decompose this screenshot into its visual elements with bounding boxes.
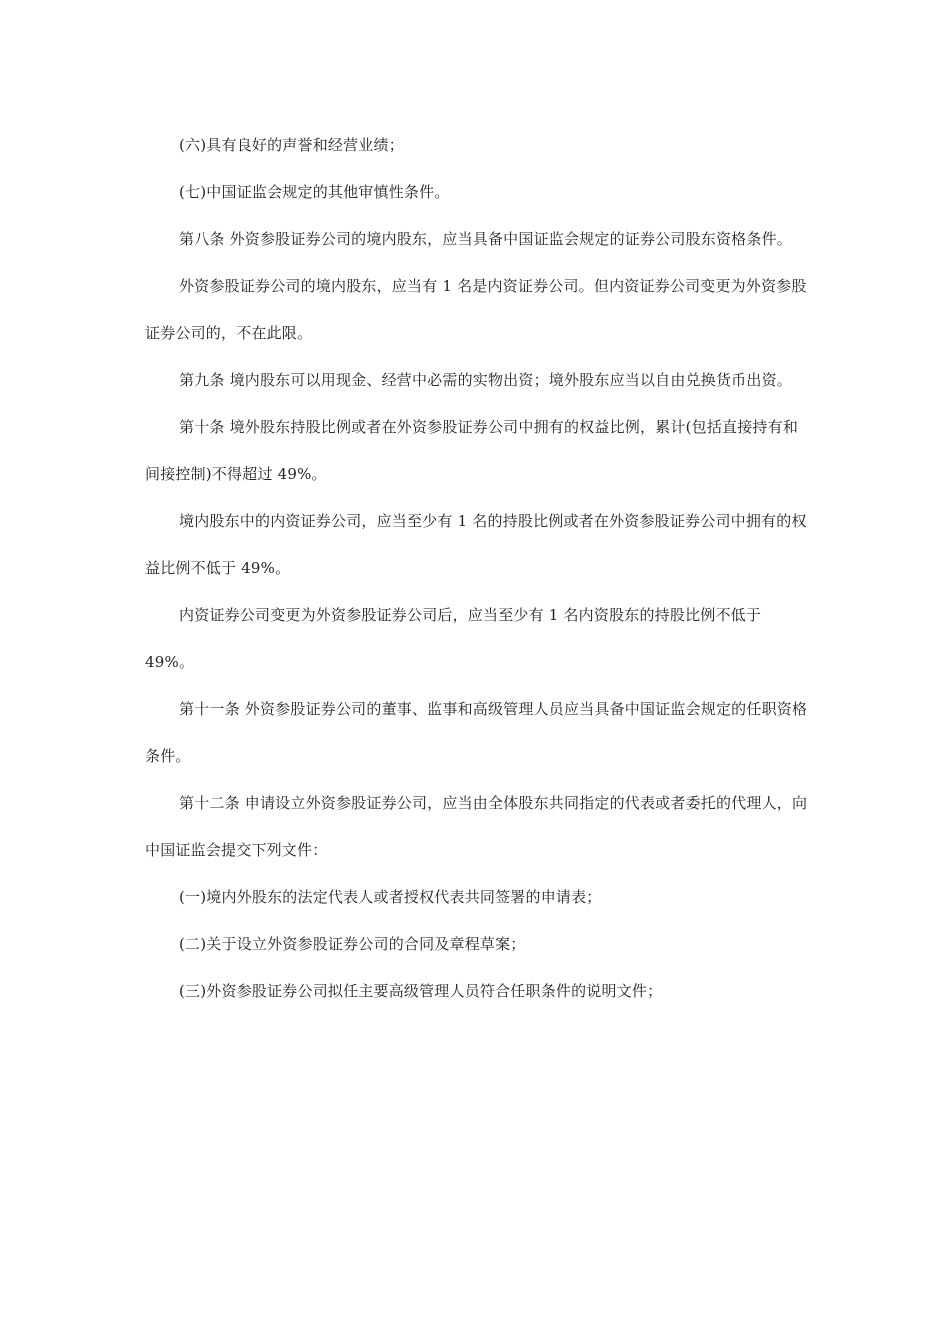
paragraph-clause-7: (七)中国证监会规定的其他审慎性条件。 (179, 183, 450, 201)
paragraph-item-3: (三)外资参股证券公司拟任主要高级管理人员符合任职条件的说明文件； (179, 982, 663, 1000)
paragraph-item-2: (二)关于设立外资参股证券公司的合同及章程草案； (179, 935, 526, 953)
paragraph-item-1: (一)境内外股东的法定代表人或者授权代表共同签署的申请表； (179, 888, 602, 906)
paragraph-article-10-domestic: 境内股东中的内资证券公司，应当至少有 1 名的持股比例或者在外资参股证券公司中拥有的权益比例不低于 49%。 (145, 512, 807, 577)
document-body (145, 122, 810, 1015)
paragraph-article-8-domestic: 外资参股证券公司的境内股东，应当有 1 名是内资证券公司。但内资证券公司变更为外资参股证券公司的，不在此限。 (145, 277, 807, 342)
paragraph-article-8: 第八条 外资参股证券公司的境内股东，应当具备中国证监会规定的证券公司股东资格条件。 (179, 230, 792, 248)
paragraph-article-10: 第十条 境外股东持股比例或者在外资参股证券公司中拥有的权益比例，累计(包括直接持有和间接控制)不得超过 49%。 (145, 418, 799, 483)
paragraph-article-12: 第十二条 申请设立外资参股证券公司，应当由全体股东共同指定的代表或者委托的代理人，向中国证监会提交下列文件： (145, 794, 808, 859)
paragraph-article-9: 第九条 境内股东可以用现金、经营中必需的实物出资；境外股东应当以自由兑换货币出资。 (179, 371, 792, 389)
paragraph-article-11: 第十一条 外资参股证券公司的董事、监事和高级管理人员应当具备中国证监会规定的任职资格条件。 (145, 700, 808, 765)
paragraph-clause-6: (六)具有良好的声誉和经营业绩； (179, 136, 404, 154)
paragraph-article-10-conversion: 内资证券公司变更为外资参股证券公司后，应当至少有 1 名内资股东的持股比例不低于 49%。 (145, 606, 762, 671)
